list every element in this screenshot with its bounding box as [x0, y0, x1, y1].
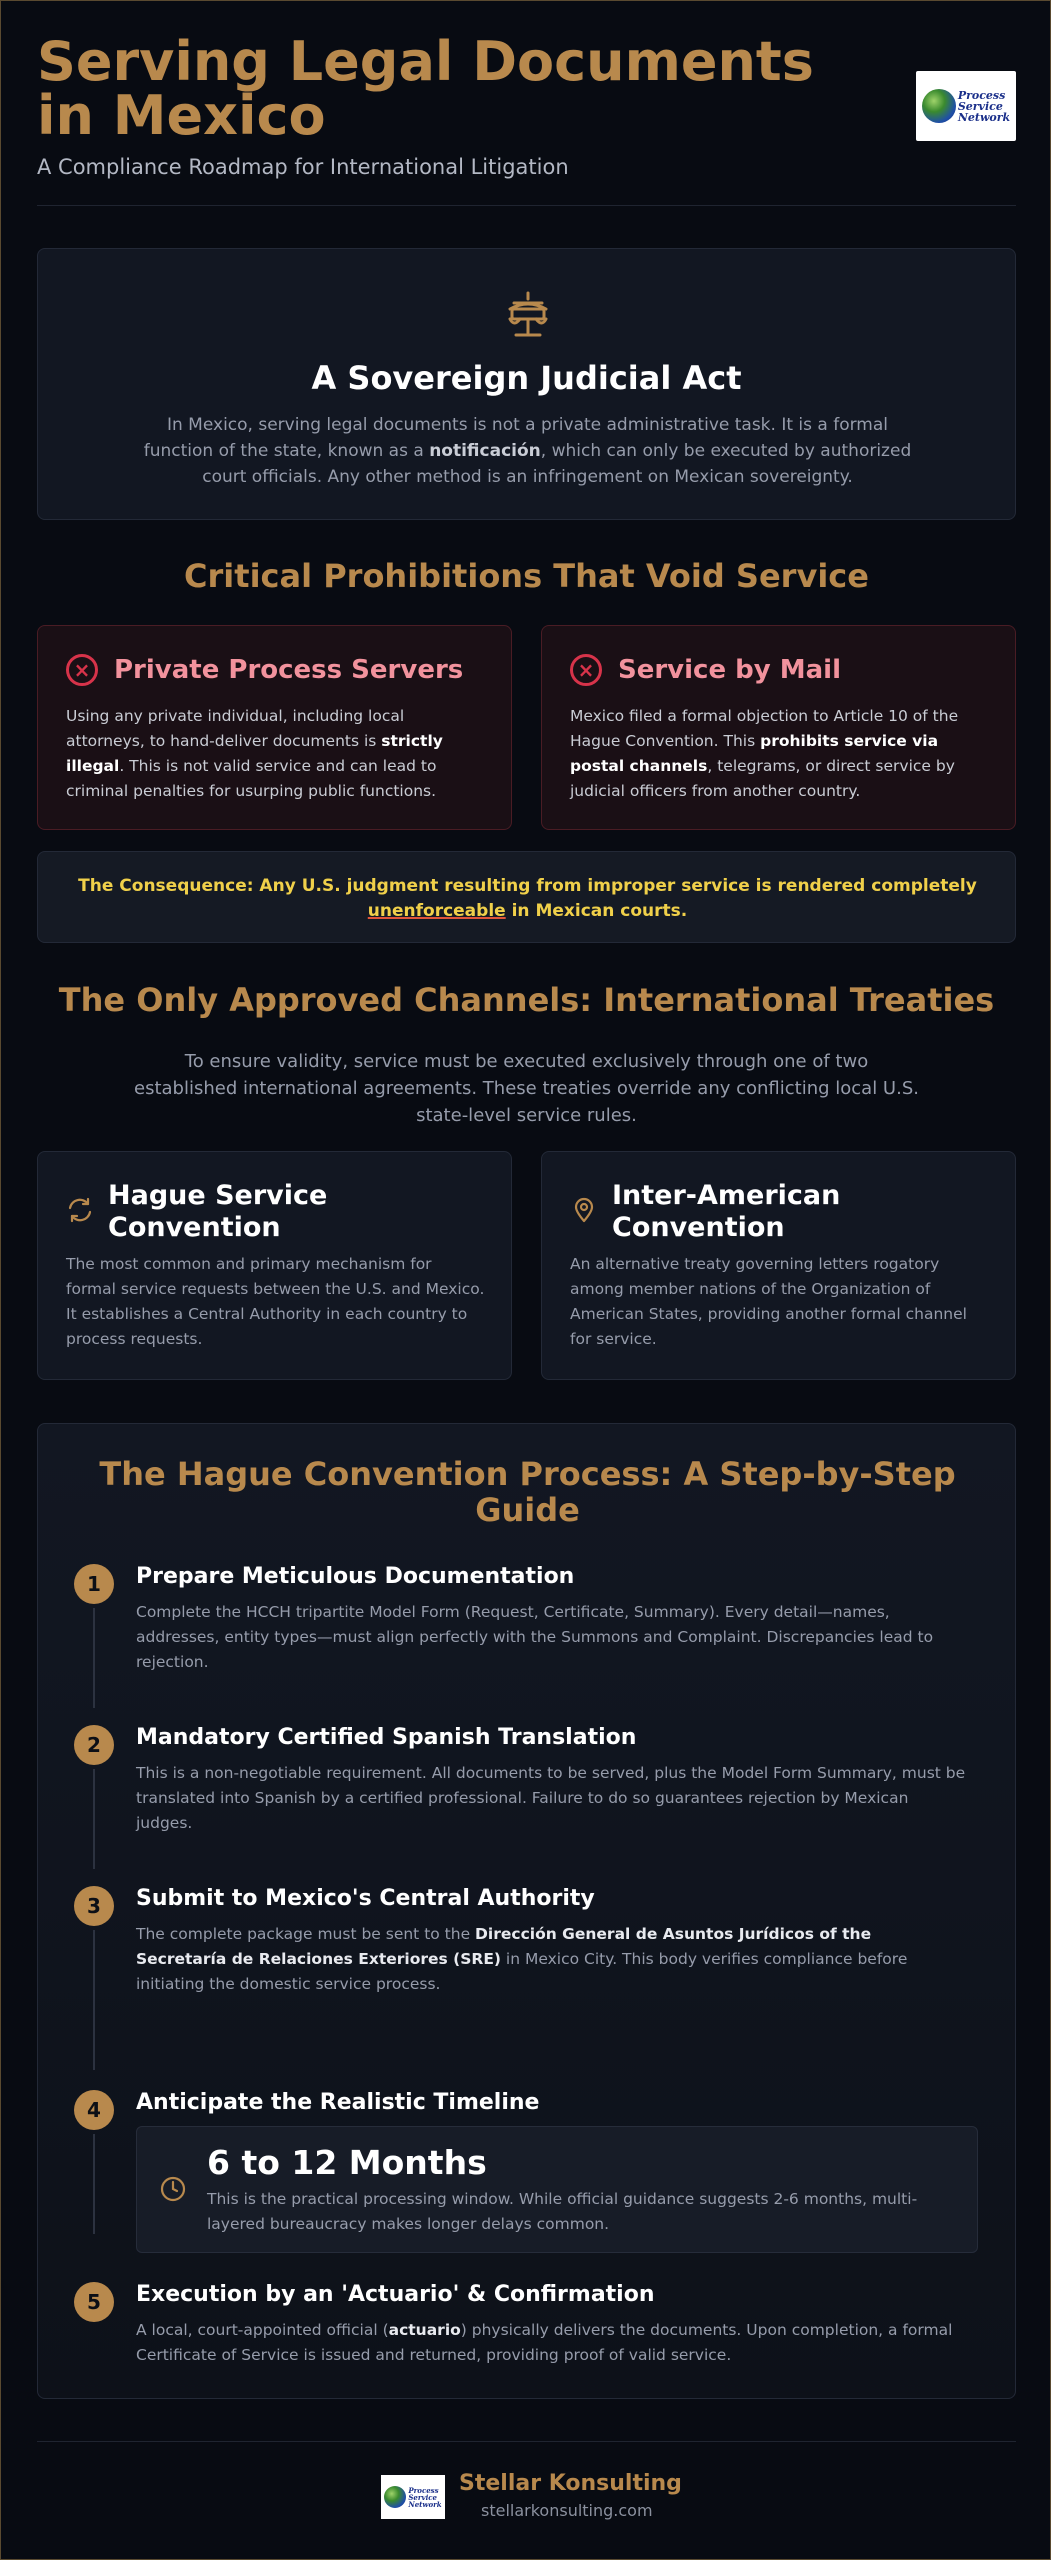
company-name: Stellar Konsulting — [459, 2471, 682, 2496]
logo-text: Process Service Network — [957, 88, 1011, 124]
process-title: The Hague Convention Process: A Step-by-Step Guide — [99, 1455, 956, 1529]
treaty-title: Hague Service Convention — [108, 1180, 328, 1243]
timeline-value: 6 to 12 Months — [207, 2143, 487, 2182]
refresh-icon — [66, 1196, 94, 1224]
prohibition-text: Using any private individual, including local attorneys, to hand-deliver documents is strictly illegal. This is not valid service and can lead to criminal penalties for usurping public functions. — [66, 707, 443, 800]
step-number: 4 — [74, 2090, 114, 2130]
page-title: Serving Legal Documents in Mexico — [37, 30, 814, 147]
step-text: The complete package must be sent to the Dirección General de Asuntos Jurídicos of the Secretaría de Relaciones Exteriores (SRE) in Mexico City. This body verifies compliance before initiating the domestic service process. — [136, 1925, 908, 1993]
step-number: 1 — [74, 1564, 114, 1604]
footer-divider — [37, 2441, 1016, 2442]
step-connector — [93, 2134, 95, 2234]
page-subtitle: A Compliance Roadmap for International Litigation — [37, 155, 569, 179]
step-number: 3 — [74, 1886, 114, 1926]
treaty-text: An alternative treaty governing letters rogatory among member nations of the Organization of American States, providing another formal channel for service. — [570, 1255, 967, 1348]
step-title: Mandatory Certified Spanish Translation — [136, 1725, 637, 1750]
prohibitions-heading: Critical Prohibitions That Void Service — [184, 557, 869, 595]
x-circle-icon: × — [66, 654, 98, 686]
step-text: This is a non-negotiable requirement. All documents to be served, plus the Model Form Summary, must be translated into Spanish by a certified professional. Failure to do so guarantees rejection by Mexican judges. — [136, 1764, 966, 1832]
prohibition-title: Private Process Servers — [114, 655, 464, 685]
step-connector — [93, 1769, 95, 1869]
sovereign-text: In Mexico, serving legal documents is not a private administrative task. It is a formal function of the state, known as a notificación, which can only be executed by authorized court officials. Any other method is an infringement on Mexican sovereignty. — [143, 415, 912, 487]
channels-heading: The Only Approved Channels: International Treaties — [58, 981, 995, 1019]
timeline-box — [136, 2126, 978, 2253]
hague-process-section — [37, 1423, 1016, 2399]
step-title: Anticipate the Realistic Timeline — [136, 2090, 540, 2115]
consequence-banner — [37, 851, 1016, 943]
process-step-5 — [74, 2282, 984, 2392]
prohibition-text: Mexico filed a formal objection to Article 10 of the Hague Convention. This prohibits service via postal channels, telegrams, or direct service by judicial officers from another country. — [570, 707, 959, 800]
step-number: 5 — [74, 2282, 114, 2322]
globe-icon — [922, 89, 956, 123]
step-connector — [93, 1930, 95, 2070]
step-title: Submit to Mexico's Central Authority — [136, 1886, 595, 1911]
globe-icon — [384, 2486, 406, 2508]
process-step-1 — [74, 1564, 984, 1724]
process-step-2 — [74, 1725, 984, 1885]
prohibition-card-mail — [541, 625, 1016, 830]
clock-icon — [159, 2175, 187, 2203]
header — [37, 30, 1016, 205]
process-service-network-logo — [916, 71, 1016, 141]
prohibition-title: Service by Mail — [618, 655, 841, 685]
process-step-4 — [74, 2090, 984, 2280]
treaty-card-inter-american — [541, 1151, 1016, 1380]
step-title: Prepare Meticulous Documentation — [136, 1564, 575, 1589]
consequence-text: The Consequence: Any U.S. judgment resulting from improper service is rendered completely unenforceable in Mexican courts. — [78, 876, 977, 921]
header-divider — [37, 205, 1016, 206]
process-step-3 — [74, 1886, 984, 2086]
x-circle-icon: × — [570, 654, 602, 686]
footer-logo: Process Service Network — [381, 2475, 445, 2519]
step-text: Complete the HCCH tripartite Model Form (Request, Certificate, Summary). Every detail—names, addresses, entity types—must align perfectly with the Summons and Complaint. Discrepancies lead to rejection. — [136, 1603, 934, 1671]
sovereign-act-card — [37, 248, 1016, 520]
gavel-scale-icon — [500, 287, 556, 343]
step-number: 2 — [74, 1725, 114, 1765]
treaty-card-hague — [37, 1151, 512, 1380]
prohibition-card-private-servers — [37, 625, 512, 830]
treaty-text: The most common and primary mechanism for formal service requests between the U.S. and Mexico. It establishes a Central Authority in each country to process requests. — [66, 1255, 485, 1348]
step-title: Execution by an 'Actuario' & Confirmation — [136, 2282, 655, 2307]
channels-intro: To ensure validity, service must be executed exclusively through one of two established international agreements. These treaties override any conflicting local U.S. state-level service rules. — [134, 1051, 919, 1126]
company-url-link[interactable]: stellarkonsulting.com — [481, 2501, 653, 2520]
step-text: A local, court-appointed official (actuario) physically delivers the documents. Upon completion, a formal Certificate of Service is issued and returned, providing proof of valid service. — [136, 2321, 953, 2364]
step-connector — [93, 1608, 95, 1708]
treaty-title: Inter-American Convention — [612, 1180, 841, 1243]
timeline-text: This is the practical processing window. While official guidance suggests 2-6 months, multi-layered bureaucracy makes longer delays common. — [207, 2190, 918, 2233]
map-pin-icon — [570, 1196, 598, 1224]
sovereign-title: A Sovereign Judicial Act — [311, 359, 742, 397]
